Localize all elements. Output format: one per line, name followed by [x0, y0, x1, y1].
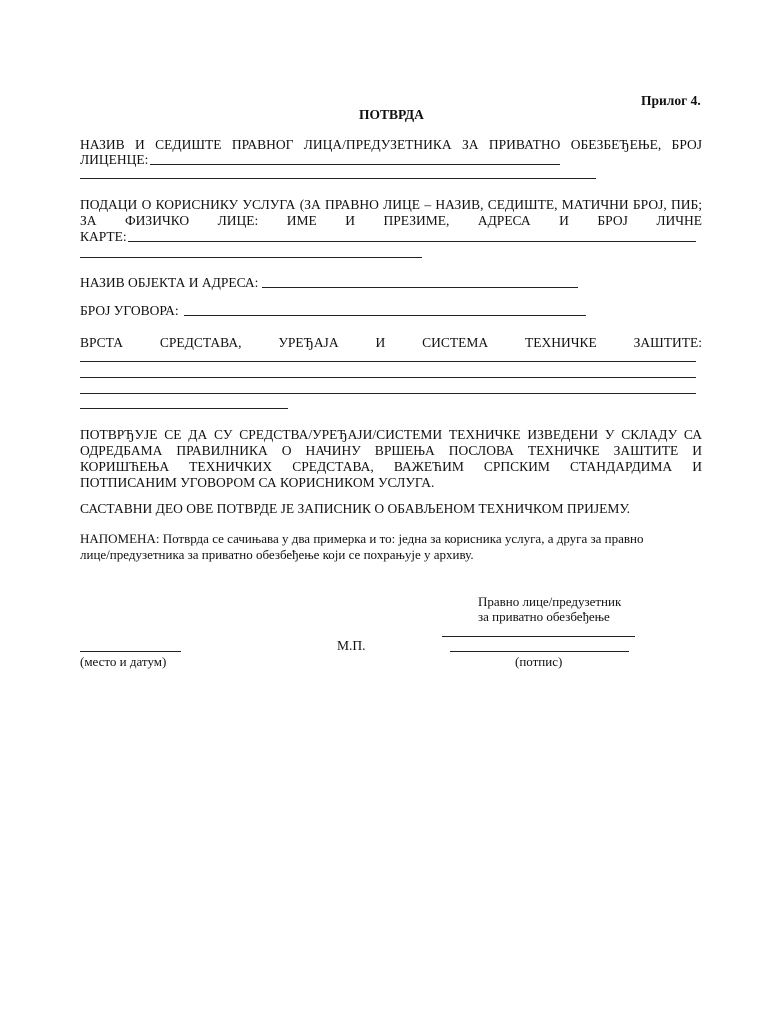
protection-label: ВРСТА СРЕДСТАВА, УРЕЂАЈА И СИСТЕМА ТЕХНИЧКЕ ЗАШТИТЕ:: [80, 335, 702, 350]
confirmation-line-3: КОРИШЋЕЊА ТЕХНИЧКИХ СРЕДСТАВА, ВАЖЕЋИМ СРПСКИМ СТАНДАРДИМА И: [80, 459, 702, 474]
annex-number: Прилог 4.: [641, 93, 701, 108]
protection-fill-line-4: [80, 408, 288, 409]
note-line-2: лице/предузетника за приватно обезбеђење који се похрањује у архиву.: [80, 547, 474, 562]
client-fill-line-1: [128, 241, 696, 242]
protection-fill-line-3: [80, 393, 696, 394]
client-label-line3: КАРТЕ:: [80, 229, 127, 244]
integral-part-statement: САСТАВНИ ДЕО ОВЕ ПОТВРДЕ ЈЕ ЗАПИСНИК О ОБАВЉЕНОМ ТЕХНИЧКОМ ПРИЈЕМУ.: [80, 501, 631, 516]
object-fill-line: [262, 287, 578, 288]
entity-signature-label-2: за приватно обезбеђење: [478, 609, 610, 624]
note-line-1: НАПОМЕНА: Потврда се сачињава у два примерка и то: једна за корисника услуга, а друга за правно: [80, 531, 644, 546]
protection-fill-line-1: [80, 361, 696, 362]
confirmation-line-4: ПОТПИСАНИМ УГОВОРОМ СА КОРИСНИКОМ УСЛУГА.: [80, 475, 435, 490]
provider-fill-line: [80, 178, 596, 179]
object-label: НАЗИВ ОБЈЕКТА И АДРЕСА:: [80, 275, 259, 290]
provider-label-line2: ЛИЦЕНЦЕ:: [80, 152, 149, 167]
contract-label: БРОЈ УГОВОРА:: [80, 303, 179, 318]
license-fill-line: [150, 164, 560, 165]
protection-fill-line-2: [80, 377, 696, 378]
signature-line: [450, 651, 629, 652]
entity-name-line: [442, 636, 635, 637]
stamp-place: М.П.: [337, 638, 366, 653]
confirmation-line-1: ПОТВРЂУЈЕ СЕ ДА СУ СРЕДСТВА/УРЕЂАЈИ/СИСТЕМИ ТЕХНИЧКЕ ИЗВЕДЕНИ У СКЛАДУ СА: [80, 427, 702, 442]
document-title: ПОТВРДА: [359, 107, 424, 122]
entity-signature-label-1: Правно лице/предузетник: [478, 594, 622, 609]
client-label-line2: ЗА ФИЗИЧКО ЛИЦЕ: ИМЕ И ПРЕЗИМЕ, АДРЕСА И БРОЈ ЛИЧНЕ: [80, 213, 702, 228]
provider-label-line1: НАЗИВ И СЕДИШТЕ ПРАВНОГ ЛИЦА/ПРЕДУЗЕТНИКА ЗА ПРИВАТНО ОБЕЗБЕЂЕЊЕ, БРОЈ: [80, 137, 702, 152]
signature-label: (потпис): [515, 654, 563, 669]
contract-fill-line: [184, 315, 586, 316]
client-fill-line-2: [80, 257, 422, 258]
confirmation-line-2: ОДРЕДБАМА ПРАВИЛНИКА О НАЧИНУ ВРШЕЊА ПОСЛОВА ТЕХНИЧКЕ ЗАШТИТЕ И: [80, 443, 702, 458]
place-date-line: [80, 651, 181, 652]
client-label-line1: ПОДАЦИ О КОРИСНИКУ УСЛУГА (ЗА ПРАВНО ЛИЦЕ – НАЗИВ, СЕДИШТЕ, МАТИЧНИ БРОЈ, ПИБ;: [80, 197, 702, 212]
place-date-label: (место и датум): [80, 654, 167, 669]
